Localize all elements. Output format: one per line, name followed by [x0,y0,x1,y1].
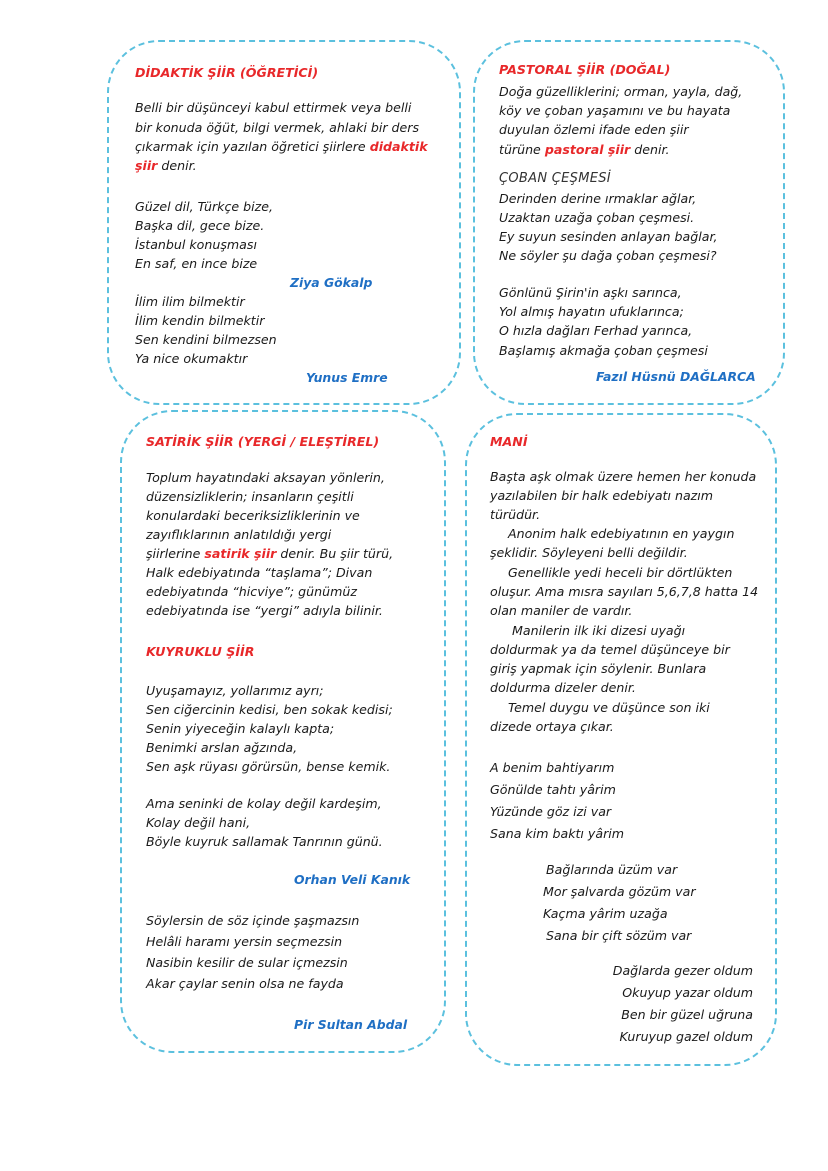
poem-line: Böyle kuyruk sallamak Tanrının günü. [146,834,383,849]
author-yunus-emre: Yunus Emre [306,370,388,385]
mani-desc-line: dizede ortaya çıkar. [490,719,614,734]
poem-line: Benimki arslan ağzında, [146,740,298,755]
satirik-desc-line: konulardaki beceriksizliklerinin ve [146,508,360,523]
poem-line: Helâli haramı yersin seçmezsin [146,934,343,949]
poem-line: O hızla dağları Ferhad yarınca, [499,323,693,338]
mani-line: Kuruyup gazel oldum [619,1029,753,1044]
poem-line: Güzel dil, Türkçe bize, [135,199,274,214]
didaktik-desc-line: bir konuda öğüt, bilgi vermek, ahlaki bir ders [135,120,420,135]
poem-line: Söylersin de söz içinde şaşmazsın [146,913,360,928]
mani-desc-line: Temel duygu ve düşünce son iki [508,700,710,715]
poem-line: İlim kendin bilmektir [135,313,265,328]
mani-desc-line: Genellikle yedi heceli bir dörtlükten [508,565,733,580]
author-ziya-gokalp: Ziya Gökalp [290,275,373,290]
mani-line: Ben bir güzel uğruna [621,1007,753,1022]
poem-line: Sen kendini bilmezsen [135,332,277,347]
mani-line: Dağlarda gezer oldum [612,963,753,978]
mani-desc-line: Manilerin ilk iki dizesi uyağı [512,623,686,638]
satirik-term: satirik şiir [204,546,277,561]
mani-line: Sana kim baktı yârim [490,826,625,841]
poem-line: Uzaktan uzağa çoban çeşmesi. [499,210,695,225]
poem-line: En saf, en ince bize [135,256,258,271]
mani-line: Sana bir çift sözüm var [546,928,692,943]
author-orhan-veli-kanik: Orhan Veli Kanık [294,872,411,887]
mani-desc-line: türüdür. [490,507,541,522]
mani-desc-line: oluşur. Ama mısra sayıları 5,6,7,8 hatta 14 [490,584,759,599]
poem-line: Nasibin kesilir de sular içmezsin [146,955,348,970]
poem-line: Ey suyun sesinden anlayan bağlar, [499,229,718,244]
mani-desc-line: giriş yapmak için söylenir. Bunlara [490,661,707,676]
poem-line: Gönlünü Şirin'in aşkı sarınca, [499,285,682,300]
kuyruklu-siir-title: KUYRUKLU ŞİİR [146,644,255,659]
satirik-desc-line: Halk edebiyatında “taşlama”; Divan [146,565,373,580]
mani-line: A benim bahtiyarım [490,760,615,775]
didaktik-title: DİDAKTİK ŞİİR (ÖĞRETİCİ) [135,65,319,80]
poem-title-coban-cesmesi: ÇOBAN ÇEŞMESİ [499,171,611,186]
pastoral-desc-line: duyulan özlemi ifade eden şiir [499,122,689,137]
satirik-desc-line: düzensizliklerin; insanların çeşitli [146,489,354,504]
author-pir-sultan-abdal: Pir Sultan Abdal [294,1017,408,1032]
satirik-title: SATİRİK ŞİİR (YERGİ / ELEŞTİREL) [146,434,380,449]
poem-line: Ama seninki de kolay değil kardeşim, [146,796,382,811]
mani-line: Mor şalvarda gözüm var [543,884,696,899]
satirik-desc-line: Toplum hayatındaki aksayan yönlerin, [146,470,385,485]
didaktik-desc-line: şiir denir. [135,158,197,173]
pastoral-term: pastoral şiir [544,142,631,157]
pastoral-desc-line: Doğa güzelliklerini; orman, yayla, dağ, [499,84,743,99]
satirik-desc-line: edebiyatında “hicviye”; günümüz [146,584,357,599]
mani-desc-line: Anonim halk edebiyatının en yaygın [508,526,735,541]
poem-line: Derinden derine ırmaklar ağlar, [499,191,697,206]
poem-line: Yol almış hayatın ufuklarınca; [499,304,684,319]
mani-desc-line: olan maniler de vardır. [490,603,633,618]
pastoral-desc-line: türüne pastoral şiir denir. [499,142,670,157]
mani-line: Kaçma yârim uzağa [543,906,668,921]
poem-line: Kolay değil hani, [146,815,251,830]
didaktik-term: didaktik [369,139,428,154]
poem-line: Başka dil, gece bize. [135,218,265,233]
didaktik-desc-line: Belli bir düşünceyi kabul ettirmek veya belli [135,100,412,115]
poem-line: Ya nice okumaktır [135,351,248,366]
poem-line: Akar çaylar senin olsa ne fayda [146,976,344,991]
didaktik-desc-line: çıkarmak için yazılan öğretici şiirlere didaktik [135,139,428,154]
mani-desc-line: şeklidir. Söyleyeni belli değildir. [490,545,688,560]
mani-desc-line: doldurma dizeler denir. [490,680,636,695]
poem-line: Ne söyler şu dağa çoban çeşmesi? [499,248,717,263]
didaktik-term: şiir [135,158,158,173]
pastoral-desc-line: köy ve çoban yaşamını ve bu hayata [499,103,731,118]
poem-line: Senin yiyeceğin kalaylı kapta; [146,721,335,736]
satirik-desc-line: edebiyatında ise “yergi” adıyla bilinir. [146,603,383,618]
satirik-desc-line: şiirlerine satirik şiir denir. Bu şiir türü, [146,546,394,561]
mani-line: Bağlarında üzüm var [546,862,678,877]
mani-desc-line: yazılabilen bir halk edebiyatı nazım [490,488,714,503]
poem-line: Uyuşamayız, yollarımız ayrı; [146,683,324,698]
poem-line: Sen aşk rüyası görürsün, bense kemik. [146,759,391,774]
poem-line: Sen ciğercinin kedisi, ben sokak kedisi; [146,702,393,717]
mani-line: Gönülde tahtı yârim [490,782,616,797]
mani-line: Yüzünde göz izi var [490,804,612,819]
mani-desc-line: doldurmak ya da temel düşünceye bir [490,642,730,657]
poem-line: İlim ilim bilmektir [135,294,245,309]
author-fazil-husnu-daglarca: Fazıl Hüsnü DAĞLARCA [596,369,756,384]
poem-line: Başlamış akmağa çoban çeşmesi [499,343,708,358]
poem-line: İstanbul konuşması [135,237,257,252]
mani-desc-line: Başta aşk olmak üzere hemen her konuda [490,469,757,484]
pastoral-title: PASTORAL ŞİİR (DOĞAL) [499,62,671,77]
satirik-desc-line: zayıflıklarının anlatıldığı yergi [146,527,332,542]
mani-line: Okuyup yazar oldum [622,985,753,1000]
mani-title: MANİ [490,434,528,449]
